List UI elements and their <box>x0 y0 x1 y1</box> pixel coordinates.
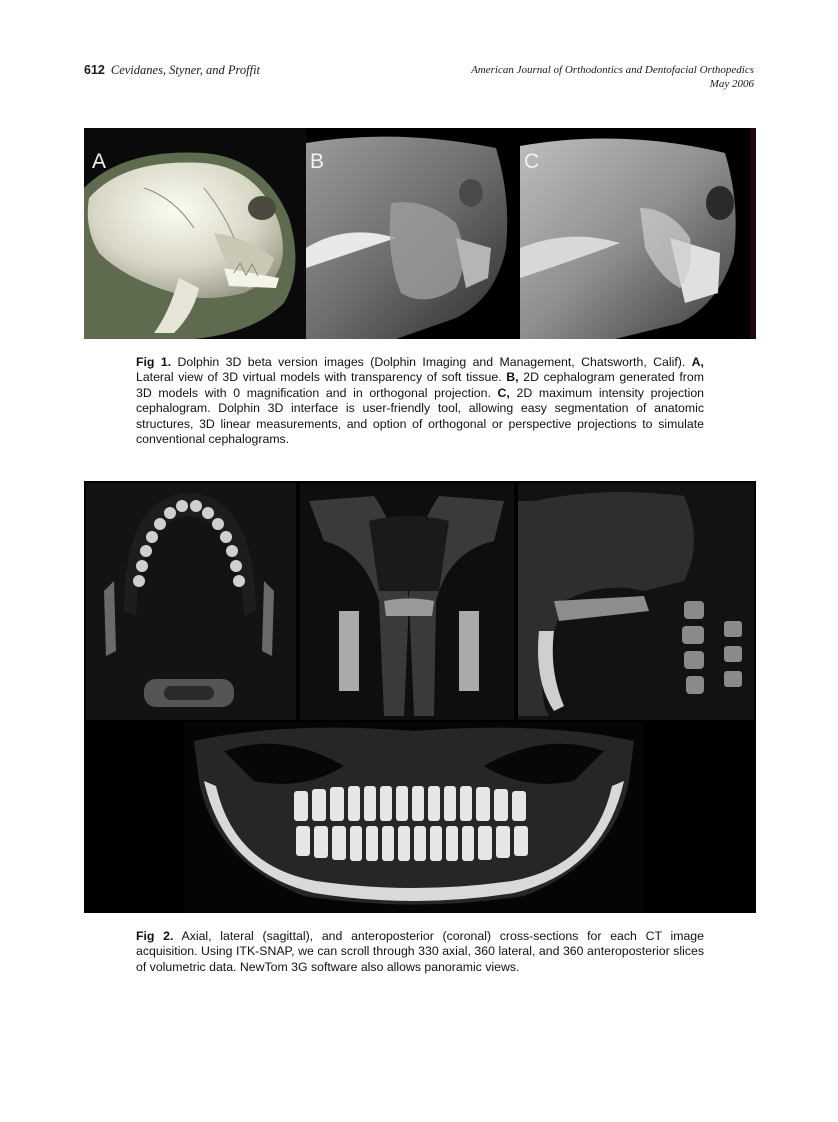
figure-1-image <box>84 128 756 339</box>
figure-1-caption-c-label: C, <box>497 385 510 400</box>
sagittal-slice <box>518 483 754 720</box>
figure-1-caption-b-label: B, <box>506 370 519 385</box>
figure-1-panel-c <box>520 128 756 339</box>
page-number: 612 <box>84 63 105 77</box>
issue-date: May 2006 <box>709 78 754 90</box>
coronal-slice <box>300 483 514 720</box>
figure-2-caption-text: Axial, lateral (sagittal), and anteroposterior (coronal) cross-sections for each CT image acquisition. Using ITK-SNAP, we can scroll through 330 axial, 360 lateral, and 360 anteroposterior slices of volumetric data. NewTom 3G software also allows panoramic views. <box>136 929 704 974</box>
running-header-left <box>84 63 260 78</box>
figure-1-caption-intro: Dolphin 3D beta version images (Dolphin Imaging and Management, Chatsworth, Calif). <box>171 355 692 369</box>
figure-1-caption-c-text: 2D maximum intensity projection cephalogram. Dolphin 3D interface is user-friendly tool, allowing easy segmentation of anatomic structures, 3D linear measurements, and option of orthogonal or perspective projections to simulate conventional cephalograms. <box>136 385 704 447</box>
journal-title: American Journal of Orthodontics and Dentofacial Orthopedics <box>471 64 754 76</box>
running-authors: Cevidanes, Styner, and Proffit <box>110 63 261 77</box>
figure-1-caption-a-text: Lateral view of 3D virtual models with transparency of soft tissue. <box>136 370 507 385</box>
panel-label-b: B <box>310 150 325 173</box>
running-header-right <box>471 63 754 91</box>
figure-1-panel-b <box>306 128 520 339</box>
figure-1-caption <box>136 355 704 447</box>
axial-slice <box>86 483 296 720</box>
figure-1-caption-b-text: 2D cephalogram generated from 3D models with 0 magnification and in orthogonal projection. <box>136 370 704 400</box>
figure-2-image <box>84 481 756 913</box>
panoramic-slice <box>184 722 644 913</box>
figure-1-caption-label: Fig 1. <box>136 355 172 369</box>
figure-2-caption <box>136 929 704 975</box>
panel-label-a: A <box>92 150 107 173</box>
figure-1-panel-a <box>84 128 306 339</box>
figure-2-caption-label: Fig 2. <box>136 929 174 943</box>
figure-1-caption-a-label: A, <box>691 355 704 369</box>
panel-label-c: C <box>524 150 540 173</box>
